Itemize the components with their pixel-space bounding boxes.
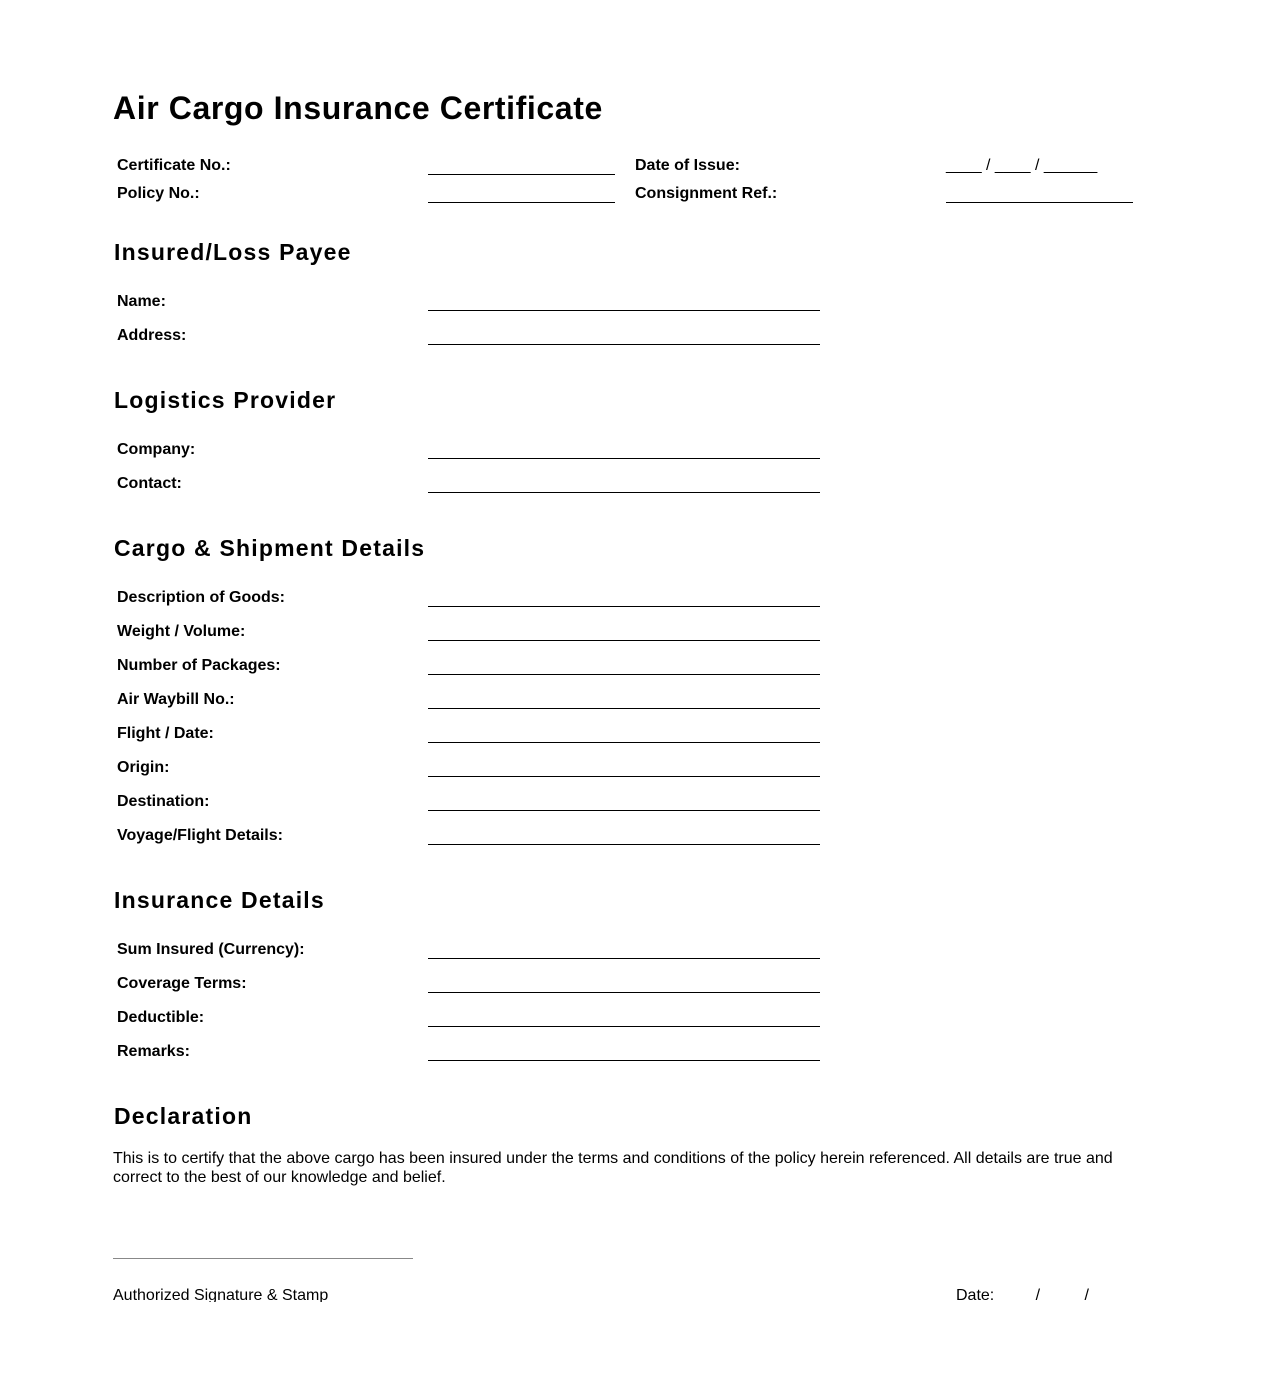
field-label: Coverage Terms: [117, 975, 247, 992]
field-label: Air Waybill No.: [117, 691, 235, 708]
field-input-line[interactable] [428, 776, 820, 777]
field-input-line[interactable] [428, 958, 820, 959]
date-of-issue-field[interactable]: ____ / ____ / ______ [946, 157, 1098, 174]
form-row [117, 1035, 837, 1069]
field-label: Sum Insured (Currency): [117, 941, 305, 958]
field-label: Destination: [117, 793, 210, 810]
field-input-line[interactable] [428, 1060, 820, 1061]
consignment-ref-field[interactable] [946, 202, 1133, 203]
declaration-heading: Declaration [114, 1103, 253, 1129]
signature-line[interactable] [113, 1258, 413, 1259]
field-input-line[interactable] [428, 844, 820, 845]
form-row [117, 649, 837, 683]
field-label: Contact: [117, 475, 182, 492]
field-label: Remarks: [117, 1043, 190, 1060]
form-row [117, 433, 837, 467]
form-row [117, 683, 837, 717]
field-input-line[interactable] [428, 344, 820, 345]
policy-no-label: Policy No.: [117, 185, 200, 202]
section-fields [117, 581, 837, 853]
field-label: Origin: [117, 759, 170, 776]
form-row [117, 319, 837, 353]
policy-no-field[interactable] [428, 202, 615, 203]
form-row [117, 751, 837, 785]
signature-label: Authorized Signature & Stamp [113, 1287, 329, 1302]
field-input-line[interactable] [428, 606, 820, 607]
form-row [117, 467, 837, 501]
field-label: Description of Goods: [117, 589, 285, 606]
field-input-line[interactable] [428, 674, 820, 675]
declaration-text: This is to certify that the above cargo has been insured under the terms and conditions of the policy herein referenced. All details are true and correct to the best of our knowledge and belief. [113, 1150, 1113, 1186]
field-label: Deductible: [117, 1009, 205, 1026]
form-row [117, 967, 837, 1001]
signature-date-label: Date: [956, 1287, 995, 1302]
field-input-line[interactable] [428, 742, 820, 743]
certificate-no-label: Certificate No.: [117, 157, 231, 174]
date-of-issue-label: Date of Issue: [635, 157, 740, 174]
section-fields [117, 933, 837, 1069]
section-fields [117, 285, 837, 353]
field-input-line[interactable] [428, 810, 820, 811]
section-heading: Insurance Details [114, 887, 325, 913]
signature-date-field[interactable]: / / [1000, 1287, 1089, 1302]
field-label: Company: [117, 441, 196, 458]
field-input-line[interactable] [428, 640, 820, 641]
section-heading: Insured/Loss Payee [114, 239, 352, 265]
page-title: Air Cargo Insurance Certificate [113, 90, 603, 126]
field-label: Number of Packages: [117, 657, 281, 674]
consignment-ref-label: Consignment Ref.: [635, 185, 778, 202]
field-label: Flight / Date: [117, 725, 214, 742]
section-fields [117, 433, 837, 501]
field-input-line[interactable] [428, 310, 820, 311]
field-label: Weight / Volume: [117, 623, 246, 640]
form-row [117, 819, 837, 853]
field-input-line[interactable] [428, 992, 820, 993]
form-row [117, 1001, 837, 1035]
field-label: Name: [117, 293, 166, 310]
certificate-no-field[interactable] [428, 174, 615, 175]
form-row [117, 615, 837, 649]
field-input-line[interactable] [428, 458, 820, 459]
form-row [117, 933, 837, 967]
field-input-line[interactable] [428, 708, 820, 709]
form-row [117, 717, 837, 751]
field-input-line[interactable] [428, 1026, 820, 1027]
form-row [117, 581, 837, 615]
section-heading: Logistics Provider [114, 387, 337, 413]
section-heading: Cargo & Shipment Details [114, 535, 426, 561]
field-label: Address: [117, 327, 187, 344]
field-input-line[interactable] [428, 492, 820, 493]
form-row [117, 285, 837, 319]
form-row [117, 785, 837, 819]
field-label: Voyage/Flight Details: [117, 827, 283, 844]
